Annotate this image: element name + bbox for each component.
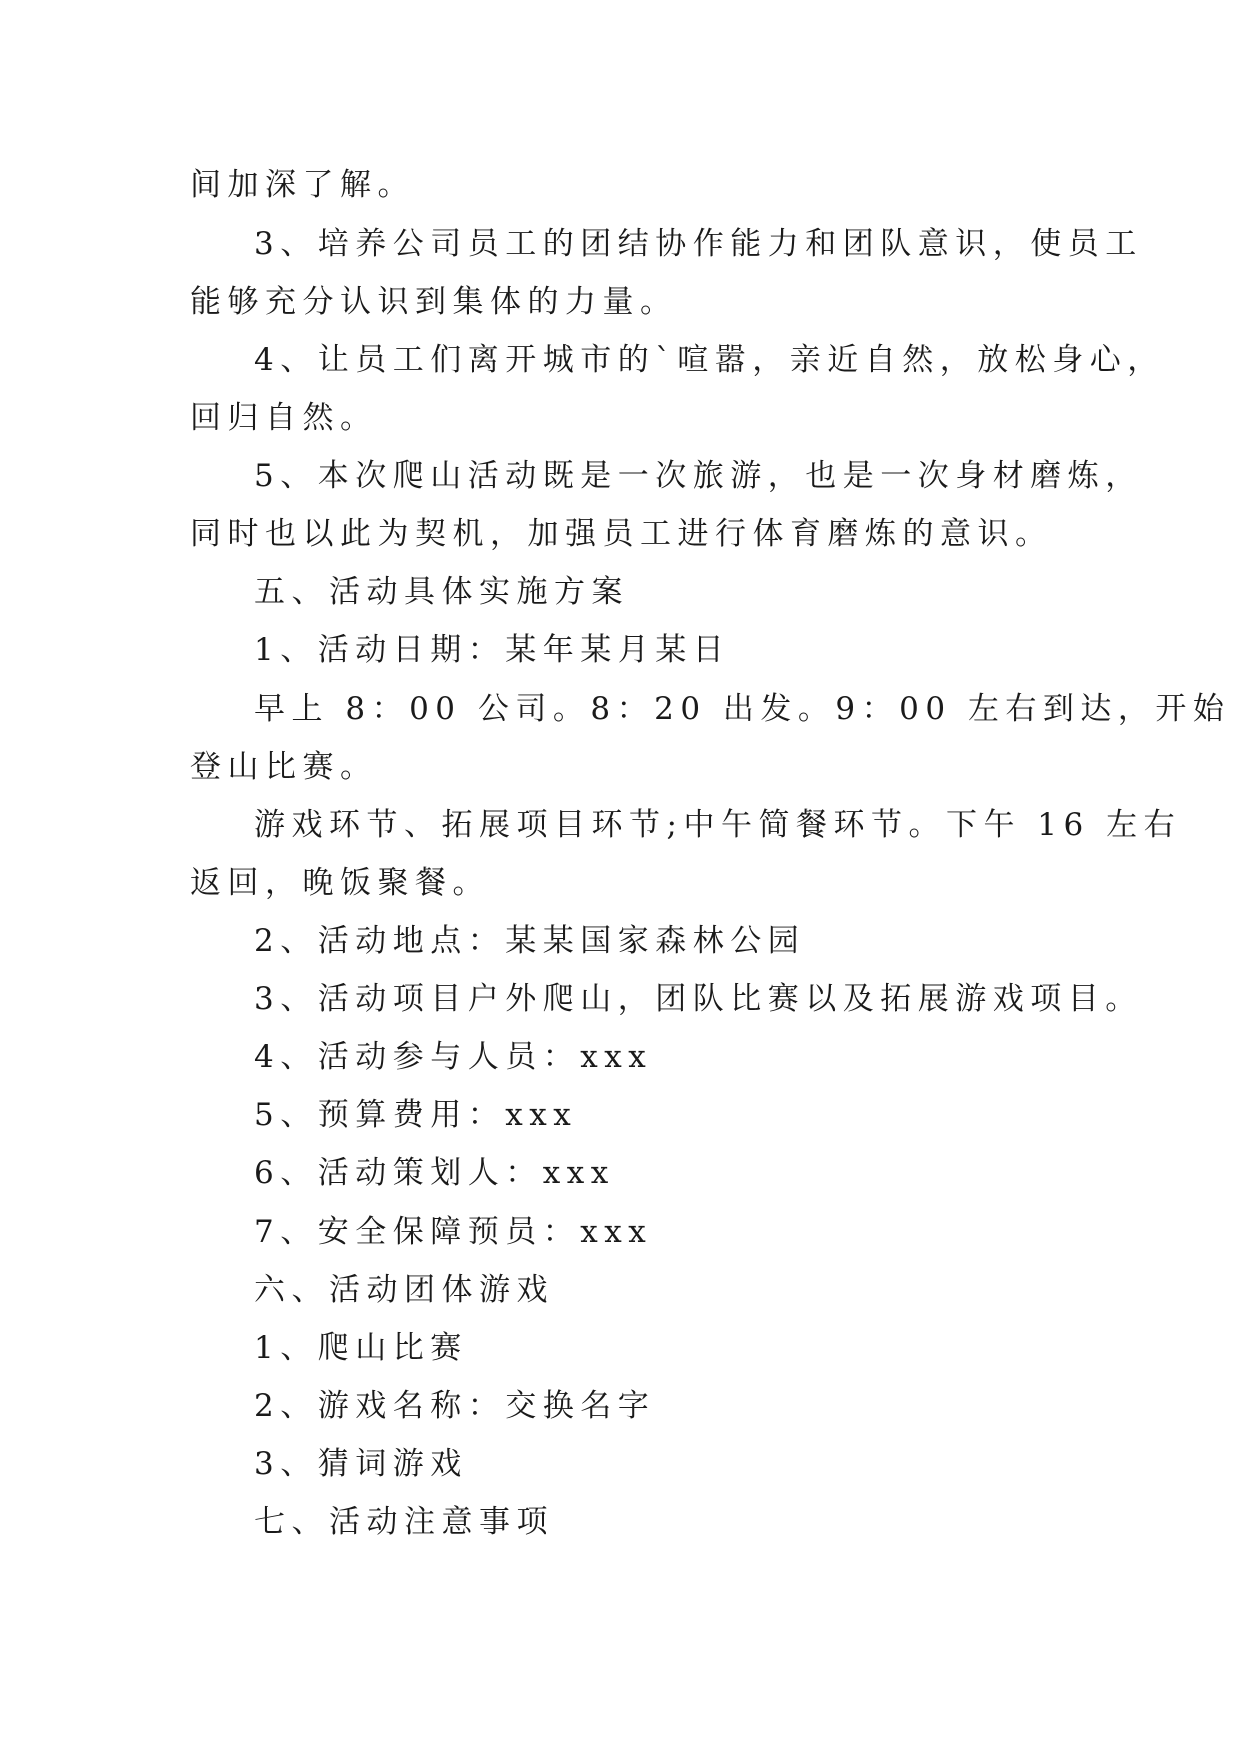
paragraph-line: 3、活动项目户外爬山，团队比赛以及拓展游戏项目。 [254,981,1143,1017]
section-heading: 六、活动团体游戏 [254,1272,554,1308]
paragraph-line: 7、安全保障预员：xxx [254,1214,653,1250]
paragraph-line: 回归自然。 [190,400,378,436]
paragraph-line: 6、活动策划人：xxx [254,1155,615,1191]
paragraph-line: 游戏环节、拓展项目环节;中午简餐环节。下午 16 左右 [254,807,1182,843]
paragraph-line: 5、预算费用：xxx [254,1097,578,1133]
paragraph-line: 4、让员工们离开城市的`喧嚣，亲近自然，放松身心， [254,342,1165,378]
section-heading: 七、活动注意事项 [254,1504,554,1540]
paragraph-line: 返回，晚饭聚餐。 [190,865,490,901]
paragraph-line: 登山比赛。 [190,749,378,785]
paragraph-line: 能够充分认识到集体的力量。 [190,284,678,320]
paragraph-line: 4、活动参与人员：xxx [254,1039,653,1075]
paragraph-line: 同时也以此为契机，加强员工进行体育磨炼的意识。 [190,516,1053,552]
paragraph-line: 早上 8：00 公司。8：20 出发。9：00 左右到达，开始 [254,691,1231,727]
paragraph-line: 3、培养公司员工的团结协作能力和团队意识，使员工 [254,226,1143,262]
paragraph-line: 3、猜词游戏 [254,1446,468,1482]
paragraph-line: 间加深了解。 [190,167,415,203]
paragraph-line: 5、本次爬山活动既是一次旅游，也是一次身材磨炼， [254,458,1143,494]
paragraph-line: 2、游戏名称：交换名字 [254,1388,656,1424]
paragraph-line: 2、活动地点：某某国家森林公园 [254,923,806,959]
paragraph-line: 1、爬山比赛 [254,1330,468,1366]
paragraph-line: 1、活动日期：某年某月某日 [254,632,731,668]
section-heading: 五、活动具体实施方案 [254,574,629,610]
